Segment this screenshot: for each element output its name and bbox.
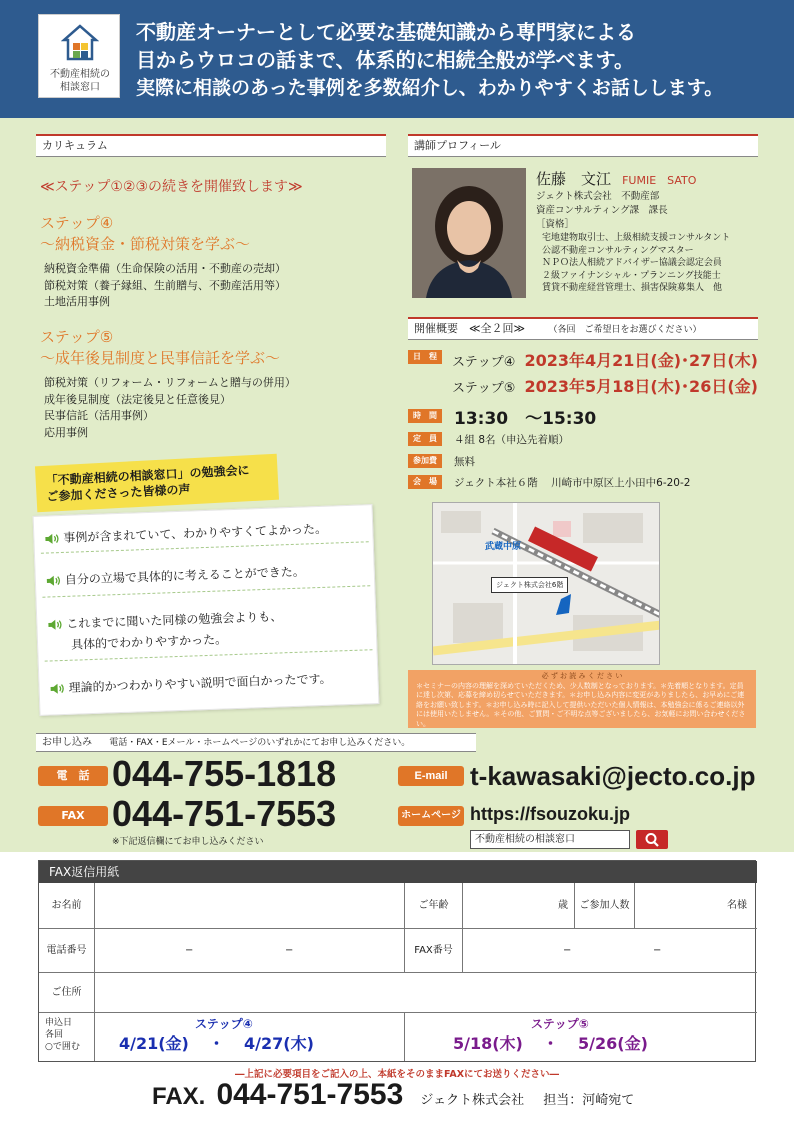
- fax-number: 044-751-7553: [112, 793, 337, 834]
- footer-fax-number: 044-751-7553: [216, 1078, 404, 1111]
- capacity-value: ４組 8名（申込先着順）: [454, 434, 570, 446]
- instructor-name-row: [536, 168, 696, 189]
- step5-option-label: ステップ⑤: [531, 1017, 589, 1031]
- email-label-pill: E-mail: [398, 766, 464, 786]
- step5-item: 節税対策（リフォーム・リフォームと贈与の併用）: [44, 376, 296, 389]
- date-separator: ・: [542, 1034, 559, 1053]
- footer-contact: 担当：河崎宛て: [543, 1093, 635, 1108]
- date-select-label-line: ○で囲む: [45, 1042, 80, 1052]
- attendees-field[interactable]: [635, 883, 757, 929]
- station-label: 武蔵中原: [485, 542, 522, 552]
- step5-date1-option[interactable]: 5/18(木): [453, 1034, 523, 1053]
- voice-text: これまでに聞いた同様の勉強会よりも、: [66, 609, 283, 631]
- event-heading: [408, 317, 758, 340]
- step4-items: [44, 261, 286, 311]
- step5-subtitle: ～成年後見制度と民事信託を学ぶ～: [40, 349, 281, 367]
- step5-date2-option[interactable]: 5/26(金): [578, 1034, 648, 1053]
- fee-value: 無料: [454, 456, 475, 468]
- venue-address: 川崎市中原区上小田中6-20-2: [551, 477, 691, 489]
- curriculum-intro: ≪ステップ①②③の続きを開催致します≫: [40, 179, 303, 195]
- voice-text: 理論的かつわかりやすい説明で面白かったです。: [68, 671, 332, 695]
- notice-title: 必 ず お 読 み く だ さ い: [541, 672, 623, 680]
- phone-number-link[interactable]: 044-755-1818: [112, 753, 337, 794]
- attendees-unit: 名様: [727, 900, 747, 911]
- logo-text-line1: 不動産相続の: [50, 69, 110, 80]
- capacity-label-tag: 定 員: [408, 432, 442, 446]
- date-row-step4: [452, 348, 758, 371]
- speaker-icon: [47, 619, 62, 631]
- instructor-photo: [412, 168, 526, 298]
- step5-items: [44, 375, 296, 441]
- apply-bar: [36, 733, 476, 752]
- voices-heading-line1: 「不動産相続の相談窓口」の勉強会に: [45, 463, 250, 488]
- logo: [38, 14, 120, 98]
- fax-label-pill: FAX: [38, 806, 108, 826]
- step5-item: 成年後見制度（法定後見と任意後見）: [44, 392, 231, 406]
- step4-item: 納税資金準備（生命保険の活用・不動産の売却）: [44, 262, 286, 275]
- name-label: お名前: [39, 883, 95, 929]
- map-pin-label: ジェクト株式会社6階: [491, 577, 568, 593]
- date-step5-label: ステップ⑤: [452, 381, 516, 396]
- voices-card: [33, 504, 380, 716]
- step4-item: 土地活用事例: [44, 295, 110, 308]
- web-label-pill: ホームページ: [398, 806, 464, 826]
- age-field[interactable]: [463, 883, 575, 929]
- step4-subtitle: ～納税資金・節税対策を学ぶ～: [40, 235, 251, 253]
- date-select-label: [39, 1013, 95, 1061]
- phone-dash: −: [185, 945, 194, 956]
- step4-item: 節税対策（養子縁組、生前贈与、不動産活用等）: [44, 278, 286, 292]
- step4-option-label: ステップ④: [195, 1017, 253, 1031]
- footer-fax-prefix: FAX.: [152, 1083, 206, 1110]
- step4-date-row: [119, 1031, 314, 1054]
- speaker-icon: [46, 575, 61, 587]
- voice-item: [44, 521, 327, 547]
- qualifications-label: ［資格］: [536, 219, 575, 230]
- date-select-label-line: 申込日: [45, 1018, 73, 1028]
- voice-text: 事例が含まれていて、わかりやすくてよかった。: [63, 521, 328, 545]
- address-label: ご住所: [39, 973, 95, 1013]
- search-icon: [636, 830, 668, 849]
- qualification: 賃貸不動産経営管理士、損害保険募集人 他: [542, 283, 723, 293]
- step5-title: ステップ⑤: [40, 328, 114, 346]
- qualifications-list: [536, 232, 730, 295]
- date-label-tag: 日 程: [408, 350, 442, 364]
- phone-field-label: 電話番号: [39, 929, 95, 973]
- footer-instruction: ―上記に必要項目をご記入の上、本紙をそのままFAXにてお送りください―: [234, 1069, 560, 1080]
- headline-line2: 目からウロコの話まで、体系的に相続全般が学べます。: [136, 48, 634, 72]
- divider: [42, 585, 370, 597]
- curriculum-heading: カリキュラム: [36, 134, 386, 157]
- age-label: ご年齢: [405, 883, 463, 929]
- qualification: 宅地建物取引士、上級相続支援コンサルタント: [542, 233, 731, 243]
- attendees-label: ご参加人数: [575, 883, 635, 929]
- voices-heading-line2: ご参加くださった皆様の声: [46, 482, 191, 504]
- voice-text: 自分の立場で具体的に考えることができた。: [64, 564, 305, 587]
- access-map: [432, 502, 660, 665]
- qualification: 公認不動産コンサルティングマスター: [542, 245, 694, 256]
- footer-fax-row: [152, 1078, 634, 1112]
- time-label-tag: 時 間: [408, 409, 442, 423]
- headline-line3: 実際に相談のあった事例を多数紹介し、わかりやすくお話しします。: [136, 77, 724, 99]
- speaker-icon: [49, 683, 64, 695]
- date-separator: ・: [208, 1034, 225, 1053]
- date-step5-value: 2023年5月18日(木)･26日(金): [524, 377, 758, 396]
- portrait-image: [412, 168, 526, 298]
- phone-label-pill: 電 話: [38, 766, 108, 786]
- instructor-company: ジェクト株式会社 不動産部: [536, 191, 660, 202]
- headline-line1: 不動産オーナーとして必要な基礎知識から専門家による: [136, 20, 636, 44]
- apply-heading: お申し込み: [42, 737, 92, 748]
- phone-field[interactable]: [95, 929, 405, 973]
- fax-reply-form: [38, 860, 756, 1062]
- step5-item: 応用事例: [44, 425, 88, 439]
- event-heading-title: 開催概要 ≪全２回≫: [414, 322, 526, 335]
- time-value: 13:30 ～15:30: [454, 409, 597, 429]
- fax-field[interactable]: [463, 929, 757, 973]
- name-field[interactable]: [95, 883, 405, 929]
- email-link[interactable]: t-kawasaki@jecto.co.jp: [470, 761, 756, 791]
- search-input[interactable]: 不動産相続の相談窓口: [470, 830, 630, 849]
- apply-methods: 電話・FAX・Eメール・ホームページのいずれかにてお申し込みください。: [109, 738, 411, 748]
- fax-form-title: FAX返信用紙: [39, 861, 757, 883]
- step4-date2-option[interactable]: 4/27(木): [244, 1034, 314, 1053]
- phone-dash: −: [285, 945, 294, 956]
- notice-body: ＊セミナーの内容の理解を深めていただくため、少人数制となっております。＊先着順となります。定員に達し次第、応募を締め切らせていただきます。＊お申し込み内容に変更がありましたら、お早めにご連絡をお願い致します。＊お申し込み時に記入して提供いただいた個人情報は、本勉強会に係るご連絡以外には使用いたしません。＊その他、ご質問・ご不明な点等ございましたら、お気軽にお問い合わせください。: [416, 681, 746, 728]
- qualification: ２級ファイナンシャル・プランニング技能士: [542, 270, 721, 281]
- voice-item: [47, 608, 282, 632]
- house-logo-icon: [61, 23, 99, 63]
- speaker-icon: [44, 533, 59, 545]
- date-select-label-line: 各回: [45, 1030, 64, 1040]
- step4-date1-option[interactable]: 4/21(金): [119, 1034, 189, 1053]
- address-field[interactable]: [95, 973, 757, 1013]
- venue-label-tag: 会 場: [408, 475, 442, 489]
- venue-name: ジェクト本社６階: [454, 477, 538, 489]
- age-unit: 歳: [558, 900, 568, 911]
- footer-company: ジェクト株式会社: [420, 1093, 525, 1108]
- fee-label-tag: 参加費: [408, 454, 442, 468]
- fax-note: ※下記返信欄にてお申し込みください: [112, 837, 264, 847]
- qualification: ＮＰＯ法人相続アドバイザー協議会認定会員: [542, 258, 722, 268]
- instructor-name: 佐藤 文江: [536, 170, 612, 188]
- voice-item: [49, 671, 331, 697]
- header-headline: [136, 18, 786, 102]
- instructor-details: [536, 190, 730, 295]
- instructor-dept: 資産コンサルティング課 課長: [536, 205, 668, 216]
- venue-row: [454, 475, 690, 490]
- fax-field-label: FAX番号: [405, 929, 463, 973]
- fax-dash: −: [563, 945, 572, 956]
- instructor-name-roman: FUMIE SATO: [622, 174, 697, 187]
- event-heading-note: （各回 ご希望日をお選びください）: [548, 325, 702, 335]
- website-link[interactable]: https://fsouzoku.jp: [470, 804, 630, 824]
- step5-date-row: [453, 1031, 648, 1054]
- date-step4-value: 2023年4月21日(金)･27日(木): [524, 351, 758, 370]
- search-button[interactable]: [636, 830, 668, 849]
- step4-date-options: [95, 1013, 405, 1061]
- voice-item: [46, 564, 305, 589]
- voice-text-continued: 具体的でわかりやすかった。: [70, 632, 228, 652]
- profile-heading: 講師プロフィール: [408, 134, 758, 157]
- notice-box: [408, 670, 756, 728]
- date-row-step5: [452, 374, 758, 397]
- date-step4-label: ステップ④: [452, 355, 516, 370]
- step4-title: ステップ④: [40, 214, 114, 232]
- fax-dash: −: [653, 945, 662, 956]
- step5-item: 民事信託（活用事例）: [44, 409, 154, 422]
- step5-date-options: [405, 1013, 757, 1061]
- logo-text-line2: 相談窓口: [60, 82, 100, 93]
